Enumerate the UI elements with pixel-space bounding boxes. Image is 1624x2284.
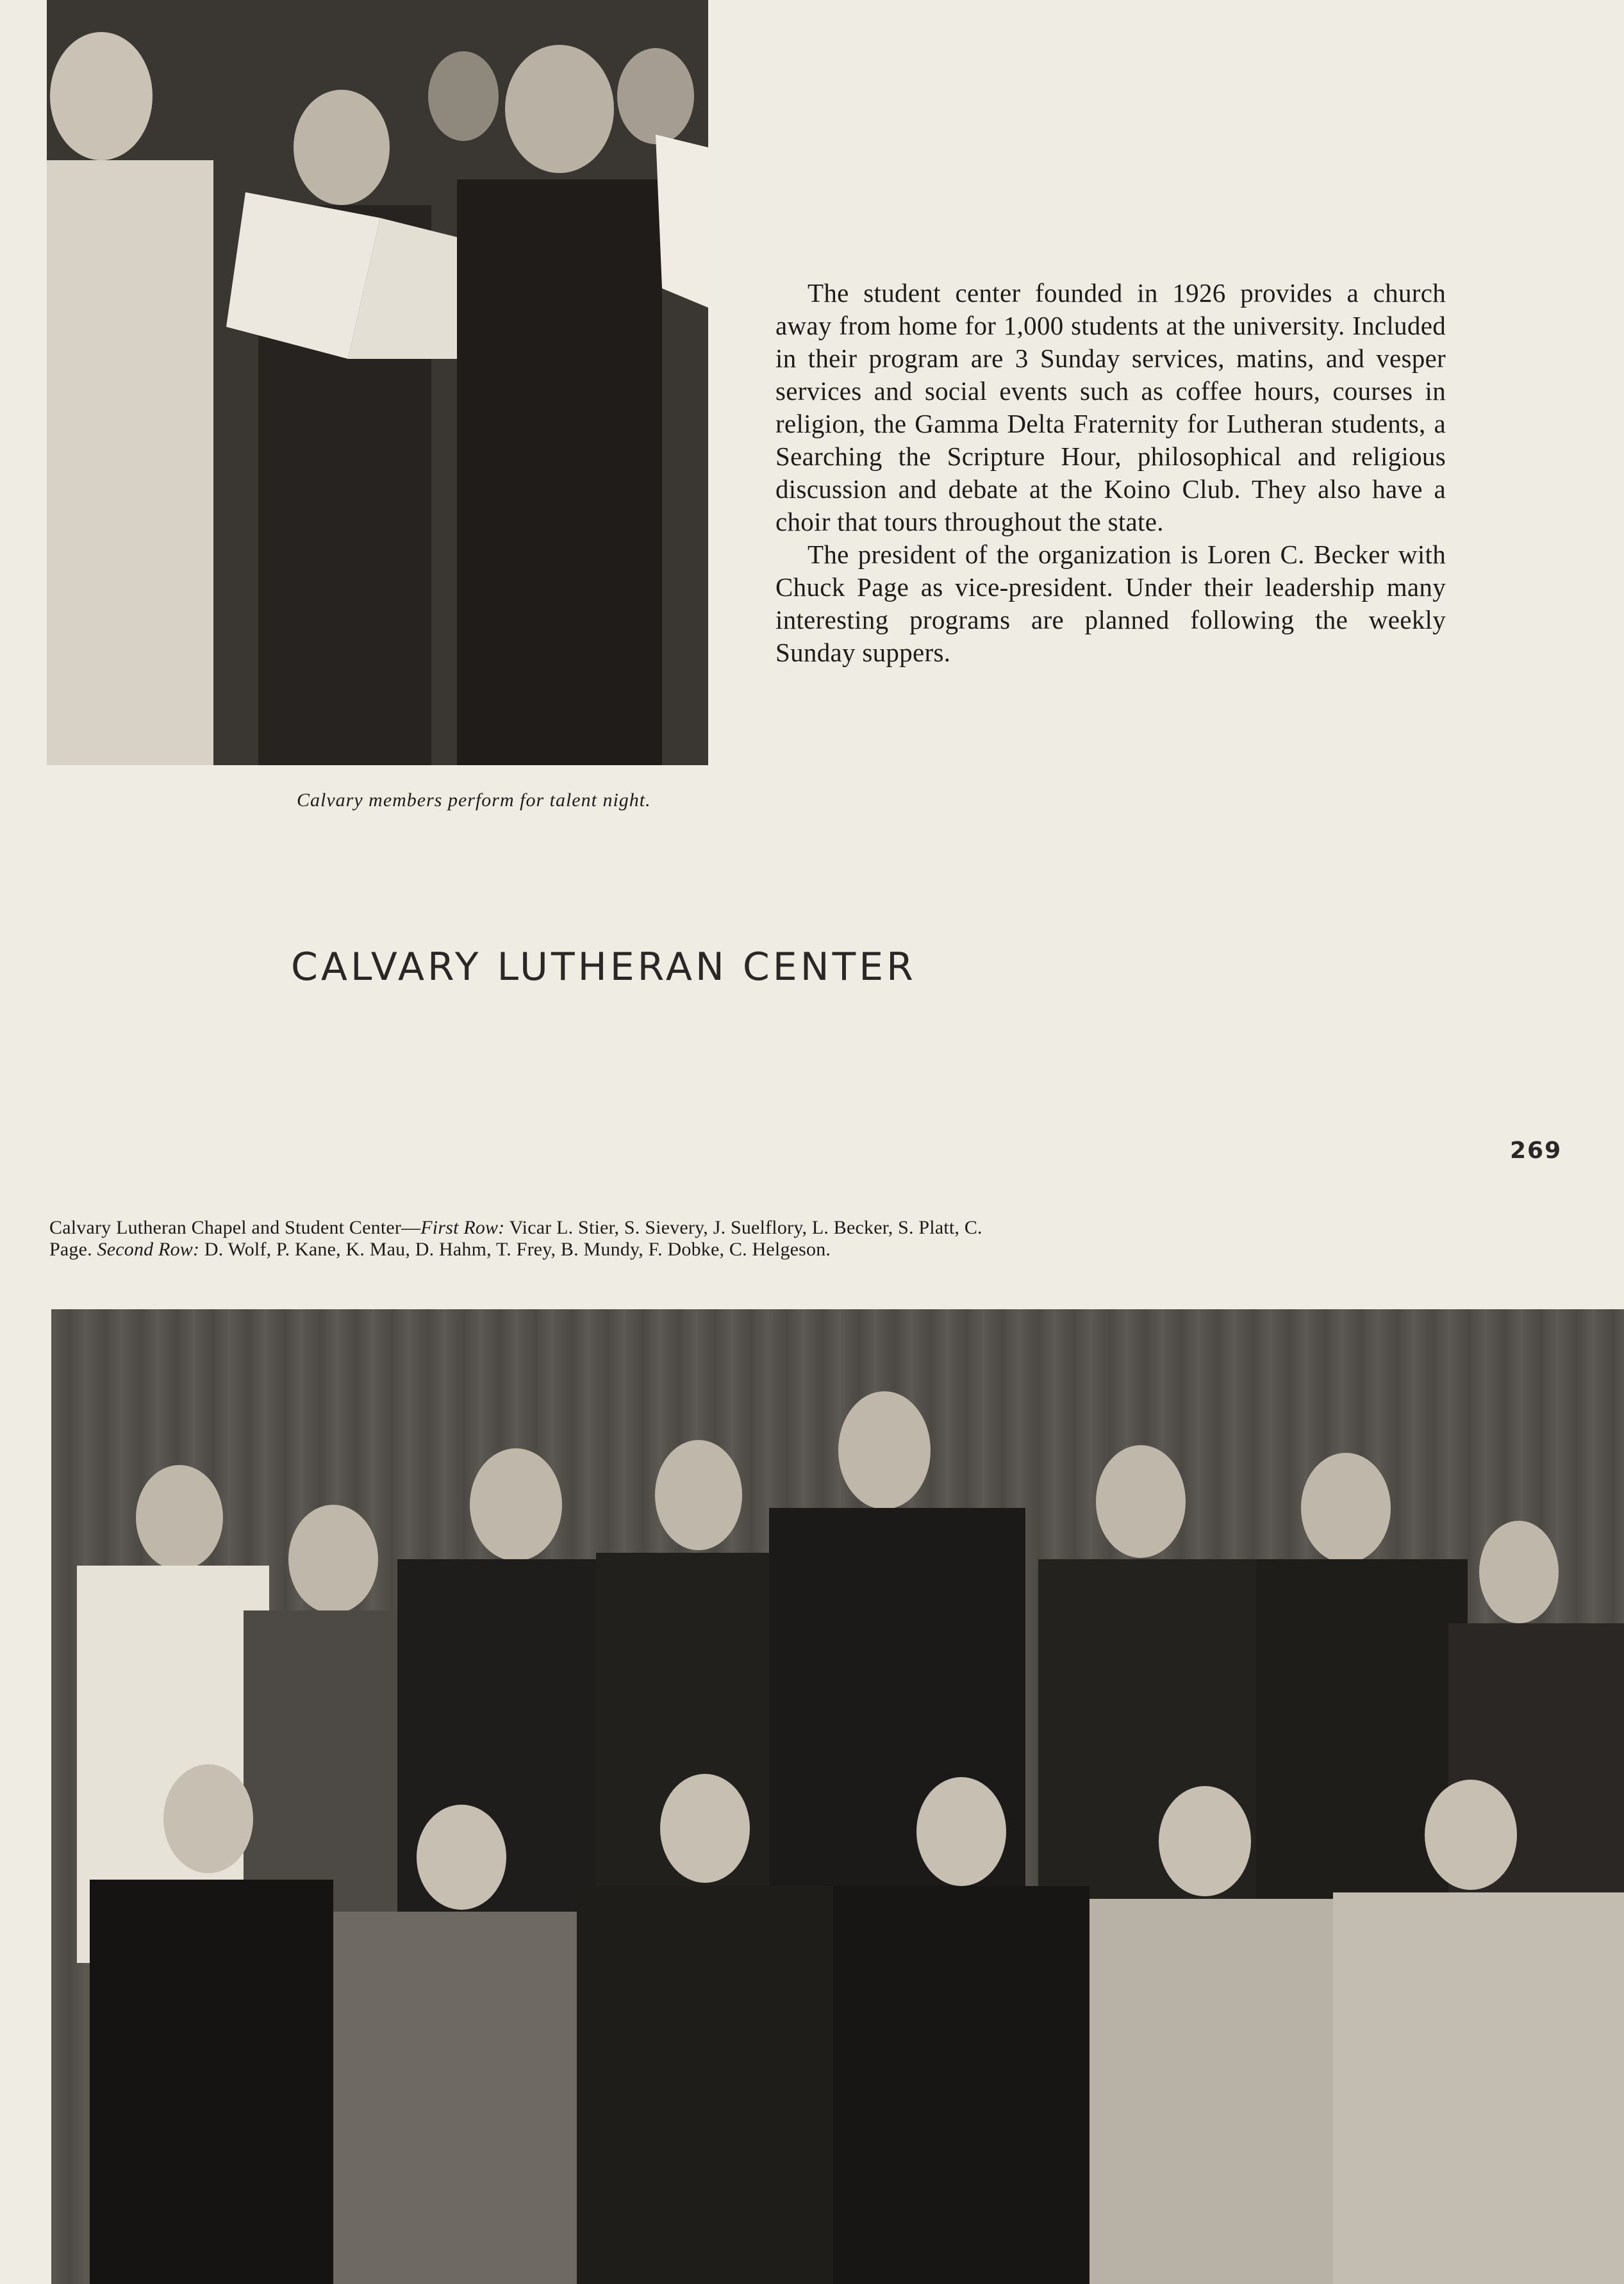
article-paragraph-2: The president of the organization is Loren C. Becker with Chuck Page as vice-president. Under their leadership many interesting programs are planned following the weekly Sunday suppers. — [775, 540, 1446, 667]
group-photo-illustration — [51, 1309, 1624, 2284]
second-row-label: Second Row: — [97, 1239, 200, 1260]
top-photo-caption: Calvary members perform for talent night. — [297, 790, 651, 811]
article-body — [775, 277, 1446, 669]
group-photo — [51, 1309, 1624, 2284]
talent-night-photo — [47, 0, 708, 765]
first-row-names: Vicar L. Stier, S. Sievery, J. Suelflory, L. Becker, S. Platt, C. Page. — [49, 1217, 982, 1260]
group-photo-caption — [49, 1217, 1011, 1261]
article-paragraph-1: The student center founded in 1926 provides a church away from home for 1,000 students at the university. Included in their program are 3 Sunday services, matins, and vesper services and social events such as coffee hours, courses in religion, the Gamma Delta Fraternity for Lutheran students, a Searching the Scripture Hour, philosophical and religious discussion and debate at the Koino Club. They also have a choir that tours throughout the state. — [775, 278, 1446, 536]
caption-lead: Calvary Lutheran Chapel and Student Center— — [49, 1217, 421, 1238]
first-row-label: First Row: — [420, 1217, 505, 1238]
page-title: CALVARY LUTHERAN CENTER — [291, 945, 916, 989]
talent-night-photo-illustration — [47, 0, 708, 765]
second-row-names: D. Wolf, P. Kane, K. Mau, D. Hahm, T. Frey, B. Mundy, F. Dobke, C. Helgeson. — [199, 1239, 831, 1260]
page-number: 269 — [1510, 1138, 1562, 1164]
